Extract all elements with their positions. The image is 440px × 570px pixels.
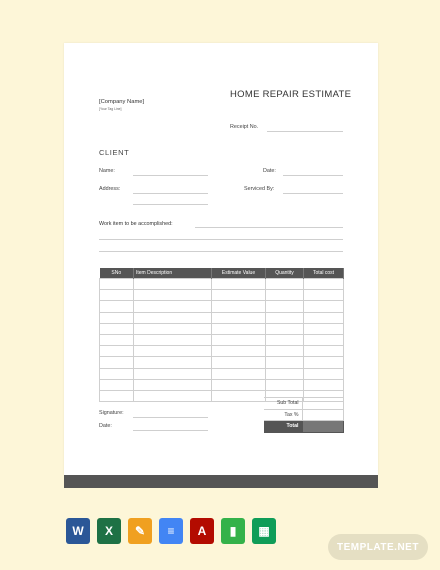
table-cell[interactable] xyxy=(134,357,212,368)
table-cell[interactable] xyxy=(134,279,212,290)
table-cell[interactable] xyxy=(212,357,266,368)
column-header-quantity: Quantity xyxy=(266,268,304,279)
table-cell[interactable] xyxy=(212,279,266,290)
table-row xyxy=(100,368,344,379)
address-field[interactable] xyxy=(133,193,208,194)
table-row xyxy=(100,312,344,323)
table-cell[interactable] xyxy=(100,390,134,401)
table-row xyxy=(100,301,344,312)
work-item-label: Work item to be accomplished: xyxy=(99,221,173,227)
table-cell[interactable] xyxy=(100,357,134,368)
table-cell[interactable] xyxy=(266,368,304,379)
table-cell[interactable] xyxy=(100,323,134,334)
date-field[interactable] xyxy=(283,175,343,176)
table-cell[interactable] xyxy=(134,312,212,323)
totals-table xyxy=(264,397,344,433)
table-cell[interactable] xyxy=(134,346,212,357)
total-label: Total xyxy=(264,421,302,433)
serviced-by-label: Serviced By: xyxy=(244,186,275,192)
table-cell[interactable] xyxy=(266,379,304,390)
numbers-icon[interactable]: ▮ xyxy=(221,518,245,544)
table-cell[interactable] xyxy=(304,290,344,301)
subtotal-value[interactable] xyxy=(302,398,343,410)
table-cell[interactable] xyxy=(212,312,266,323)
tax-row xyxy=(264,409,343,421)
table-cell[interactable] xyxy=(134,290,212,301)
table-cell[interactable] xyxy=(304,368,344,379)
table-cell[interactable] xyxy=(266,312,304,323)
subtotal-row xyxy=(264,398,343,410)
total-value[interactable] xyxy=(302,421,343,433)
table-row xyxy=(100,334,344,345)
company-tagline: [Your Tag Line] xyxy=(99,107,122,111)
signature-date-label: Date: xyxy=(99,423,112,429)
subtotal-label: Sub Total xyxy=(264,398,302,410)
brand-badge[interactable]: TEMPLATE.NET xyxy=(328,534,428,560)
table-cell[interactable] xyxy=(304,279,344,290)
table-cell[interactable] xyxy=(266,290,304,301)
document-title: HOME REPAIR ESTIMATE xyxy=(230,89,352,100)
signature-date-field[interactable] xyxy=(133,430,208,431)
work-item-line2[interactable] xyxy=(99,239,343,240)
app-format-icons xyxy=(66,518,276,544)
address-field-line2[interactable] xyxy=(133,204,208,205)
table-cell[interactable] xyxy=(212,301,266,312)
table-cell[interactable] xyxy=(266,357,304,368)
table-cell[interactable] xyxy=(304,346,344,357)
word-icon[interactable]: W xyxy=(66,518,90,544)
table-row xyxy=(100,346,344,357)
excel-icon[interactable]: X xyxy=(97,518,121,544)
signature-field[interactable] xyxy=(133,417,208,418)
table-cell[interactable] xyxy=(134,334,212,345)
column-header-total: Total cost xyxy=(304,268,344,279)
table-cell[interactable] xyxy=(304,357,344,368)
table-cell[interactable] xyxy=(304,323,344,334)
table-cell[interactable] xyxy=(100,346,134,357)
table-cell[interactable] xyxy=(304,312,344,323)
date-label: Date: xyxy=(263,168,276,174)
pdf-icon[interactable]: A xyxy=(190,518,214,544)
table-cell[interactable] xyxy=(212,290,266,301)
work-item-line3[interactable] xyxy=(99,251,343,252)
table-cell[interactable] xyxy=(134,379,212,390)
table-row xyxy=(100,290,344,301)
table-cell[interactable] xyxy=(266,279,304,290)
table-cell[interactable] xyxy=(100,301,134,312)
table-cell[interactable] xyxy=(304,334,344,345)
table-cell[interactable] xyxy=(100,379,134,390)
name-field[interactable] xyxy=(133,175,208,176)
serviced-by-field[interactable] xyxy=(283,193,343,194)
address-label: Address: xyxy=(99,186,121,192)
document-page xyxy=(64,43,378,475)
table-cell[interactable] xyxy=(304,379,344,390)
pages-icon[interactable]: ✎ xyxy=(128,518,152,544)
table-row xyxy=(100,357,344,368)
table-cell[interactable] xyxy=(134,390,212,401)
column-header-description: Item Description xyxy=(134,268,212,279)
company-name: [Company Name] xyxy=(99,99,145,105)
table-row xyxy=(100,379,344,390)
table-cell[interactable] xyxy=(100,312,134,323)
table-header-row xyxy=(100,268,344,279)
table-cell[interactable] xyxy=(212,379,266,390)
tax-value[interactable] xyxy=(302,409,343,421)
table-cell[interactable] xyxy=(100,334,134,345)
table-cell[interactable] xyxy=(212,368,266,379)
table-cell[interactable] xyxy=(212,390,266,401)
table-cell[interactable] xyxy=(212,334,266,345)
table-cell[interactable] xyxy=(212,346,266,357)
estimate-table xyxy=(99,268,344,402)
table-cell[interactable] xyxy=(266,334,304,345)
table-cell[interactable] xyxy=(100,290,134,301)
table-cell[interactable] xyxy=(304,301,344,312)
table-row xyxy=(100,279,344,290)
table-cell[interactable] xyxy=(100,368,134,379)
google-docs-icon[interactable]: ≡ xyxy=(159,518,183,544)
client-heading: CLIENT xyxy=(99,148,130,157)
table-cell[interactable] xyxy=(266,323,304,334)
receipt-label: Receipt No. xyxy=(230,124,259,130)
table-cell[interactable] xyxy=(134,301,212,312)
name-label: Name: xyxy=(99,168,115,174)
column-header-estimate: Estimate Value xyxy=(212,268,266,279)
google-sheets-icon[interactable]: ▦ xyxy=(252,518,276,544)
table-row xyxy=(100,323,344,334)
table-cell[interactable] xyxy=(134,368,212,379)
signature-label: Signature: xyxy=(99,410,124,416)
table-cell[interactable] xyxy=(100,279,134,290)
page-footer-bar xyxy=(64,475,378,488)
table-cell[interactable] xyxy=(266,346,304,357)
tax-label: Tax % xyxy=(264,409,302,421)
table-cell[interactable] xyxy=(212,323,266,334)
total-row xyxy=(264,421,343,433)
table-cell[interactable] xyxy=(134,323,212,334)
column-header-sno: SNo xyxy=(100,268,134,279)
receipt-field[interactable] xyxy=(267,131,343,132)
work-item-line1[interactable] xyxy=(195,227,343,228)
table-cell[interactable] xyxy=(266,301,304,312)
